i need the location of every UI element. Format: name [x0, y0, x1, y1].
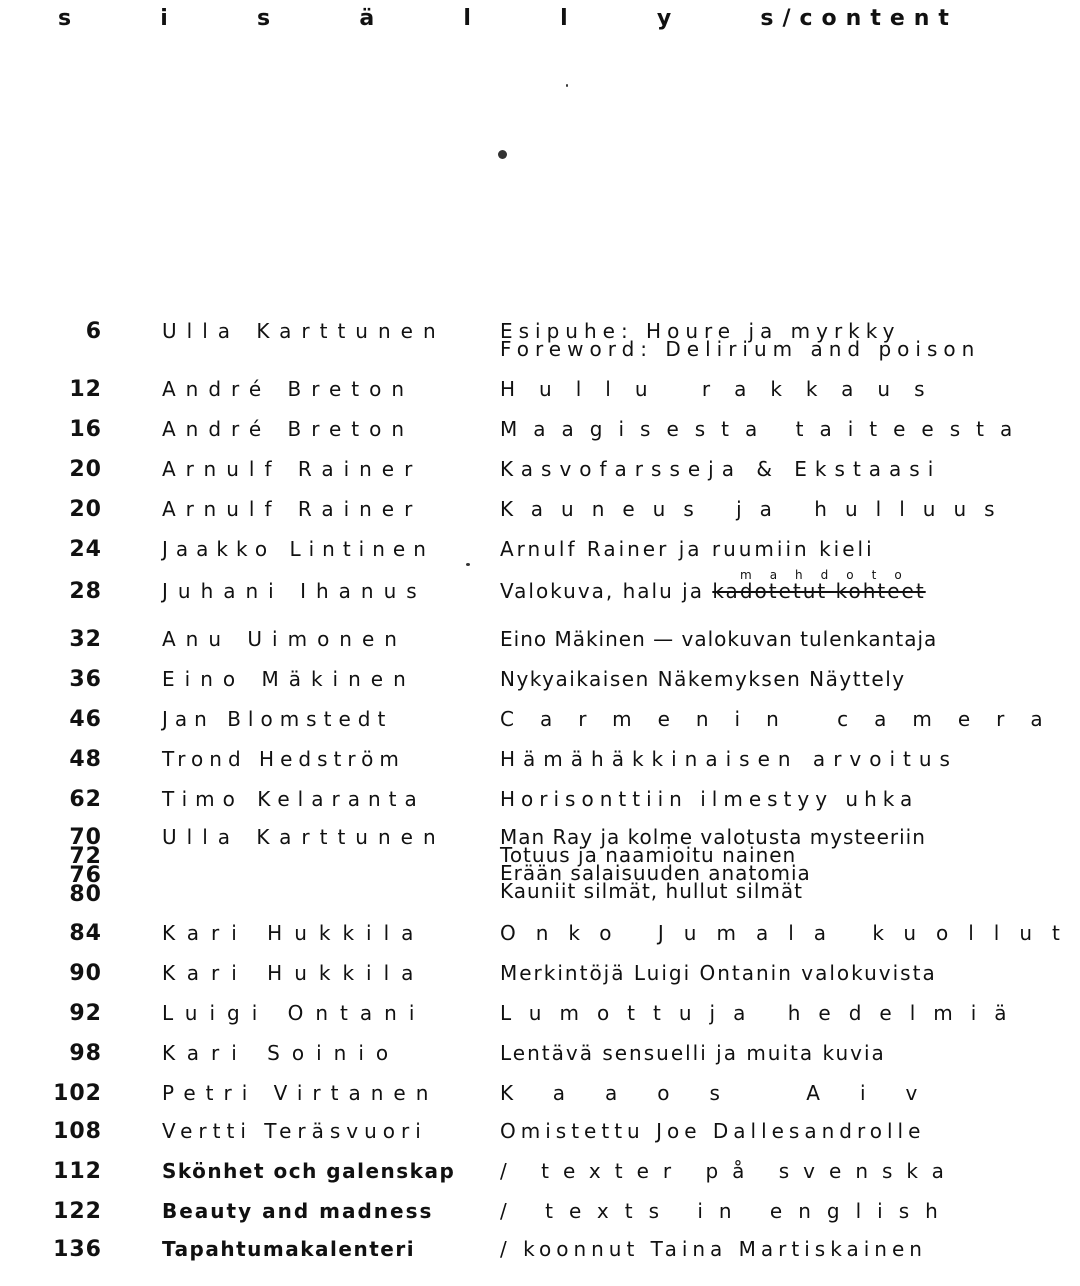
page-number-value: 102: [53, 1081, 102, 1106]
entry-author: Trond Hedström: [162, 747, 405, 771]
toc-entry: [0, 417, 1029, 458]
entry-title: [500, 1199, 960, 1223]
page-number: [12, 1237, 102, 1262]
page-number-value: 84: [69, 921, 102, 946]
entry-title: [500, 457, 960, 481]
entry-title: [500, 707, 1069, 731]
entry-author: Jaakko Lintinen: [162, 537, 434, 561]
page-number-value: 92: [69, 1001, 102, 1026]
toc-entry: [0, 788, 960, 828]
entry-title-line: [500, 787, 960, 811]
entry-title: [500, 497, 1013, 521]
page-number: [12, 1001, 102, 1026]
entry-title-text: Esipuhe: Houre ja myrkky: [500, 319, 901, 343]
handwritten-correction: mahdoto: [740, 568, 920, 582]
entry-title: [500, 319, 981, 361]
entry-title-line: [500, 1081, 960, 1105]
entry-title-text: Carmenin camera: [500, 707, 1069, 731]
toc-entry: [0, 962, 960, 1002]
page-number: [12, 667, 102, 692]
header-letter: ä: [359, 6, 375, 31]
entry-title-text: Kasvofarsseja & Ekstaasi: [500, 457, 942, 481]
entry-author: Juhani Ihanus: [162, 579, 427, 603]
toc-entry: [0, 825, 960, 907]
entry-author: Kari Hukkila: [162, 921, 426, 945]
entry-title-text: Lentävä sensuelli ja muita kuvia: [500, 1041, 886, 1065]
ink-speck: [498, 150, 507, 159]
page-number: [12, 319, 102, 344]
page-number: [12, 1199, 102, 1224]
page-number: [12, 497, 102, 522]
entry-title-text: Eino Mäkinen — valokuvan tulenkantaja: [500, 627, 938, 651]
page-number-value: 80: [69, 882, 102, 907]
entry-title: [500, 787, 960, 811]
page-number-value: 98: [69, 1041, 102, 1066]
toc-entry: [0, 1001, 1025, 1042]
toc-entry: [0, 1082, 960, 1122]
entry-title-text: Man Ray ja kolme valotusta mysteeriin: [500, 825, 926, 849]
toc-entry: [0, 921, 1080, 962]
toc-entry: [0, 1238, 960, 1278]
entry-title: [500, 1001, 1025, 1025]
toc-entry: [0, 458, 960, 498]
entry-title-text: Erään salaisuuden anatomia: [500, 861, 811, 885]
entry-author: Arnulf Rainer: [162, 497, 423, 521]
entry-title-line: [500, 747, 960, 771]
page-number: [12, 747, 102, 772]
entry-title-text: / texts in english: [500, 1199, 954, 1223]
page-number-value: 90: [69, 961, 102, 986]
toc-entry: [0, 378, 960, 418]
entry-author: Arnulf Rainer: [162, 457, 423, 481]
page-number-value: 16: [69, 417, 102, 442]
header-letter: l: [560, 6, 568, 31]
entry-title-line: [500, 377, 960, 401]
toc-entry: [0, 1160, 960, 1200]
entry-title: [500, 1119, 960, 1143]
page-number-value: 20: [69, 457, 102, 482]
entry-author: Anu Uimonen: [162, 627, 407, 651]
page-number-value: 36: [69, 667, 102, 692]
entry-title-line: [500, 1001, 1025, 1025]
entry-title-text: Kauniit silmät, hullut silmät: [500, 879, 803, 903]
page-number-value: 112: [53, 1159, 102, 1184]
page-number: [12, 457, 102, 482]
header-letter: l: [463, 6, 471, 31]
ink-speck: [566, 84, 568, 87]
page-number: [12, 1119, 102, 1144]
entry-title: [500, 627, 960, 651]
entry-title-line: [500, 627, 960, 651]
entry-author: Luigi Ontani: [162, 1001, 427, 1025]
entry-author: Kari Hukkila: [162, 961, 426, 985]
entry-title: [500, 1041, 960, 1065]
entry-title-line: [500, 879, 960, 903]
page-number: [12, 579, 102, 604]
page-number: [12, 961, 102, 986]
page-number: [12, 1159, 102, 1184]
page-number: [12, 417, 102, 442]
page-number: [12, 377, 102, 402]
entry-author: Kari Soinio: [162, 1041, 401, 1065]
entry-title-line: [500, 961, 960, 985]
page-number-value: 62: [69, 787, 102, 812]
page-number: [12, 921, 102, 946]
page-number: [12, 1081, 102, 1106]
entry-title-text: Arnulf Rainer ja ruumiin kieli: [500, 537, 875, 561]
toc-entry: [0, 1120, 960, 1160]
page-number-value: 122: [53, 1199, 102, 1224]
page-number-value: 20: [69, 497, 102, 522]
entry-title-line: [500, 1199, 960, 1223]
entry-title: [500, 1237, 960, 1261]
entry-title-text: / koonnut Taina Martiskainen: [500, 1237, 927, 1261]
entry-title: [500, 667, 960, 691]
entry-title: [500, 537, 960, 561]
entry-author: Timo Kelaranta: [162, 787, 425, 811]
entry-title-text: Merkintöjä Luigi Ontanin valokuvista: [500, 961, 937, 985]
toc-entry: [0, 748, 960, 788]
entry-title: [500, 1159, 960, 1183]
page-number: [12, 787, 102, 812]
entry-author: Petri Virtanen: [162, 1081, 439, 1105]
page-number-value: 12: [69, 377, 102, 402]
page-number-value: 48: [69, 747, 102, 772]
entry-title-text: Hämähäkkinaisen arvoitus: [500, 747, 958, 771]
entry-author: Vertti Teräsvuori: [162, 1119, 427, 1143]
header-letter: s: [58, 6, 72, 31]
toc-entry: [0, 628, 960, 668]
entry-title-line: [500, 707, 1069, 731]
entry-title-line: [500, 497, 1013, 521]
toc-entry: [0, 668, 960, 708]
header-letter: i: [160, 6, 168, 31]
entry-author: Jan Blomstedt: [162, 707, 393, 731]
entry-title: [500, 961, 960, 985]
entry-author: Skönhet och galenskap: [162, 1159, 456, 1183]
entry-title-line: [500, 1159, 960, 1183]
entry-title-text: Kauneus ja hulluus: [500, 497, 1013, 521]
entry-title: [500, 579, 960, 603]
entry-title: [500, 921, 1080, 945]
entry-author: André Breton: [162, 417, 415, 441]
page-number-value: 46: [69, 707, 102, 732]
entry-author: Ulla Karttunen: [162, 825, 446, 849]
page-number: [12, 707, 102, 732]
page-number-value: 32: [69, 627, 102, 652]
page-number-value: 72: [69, 844, 102, 869]
entry-title-text: Onko Jumala kuollut: [500, 921, 1080, 945]
entry-title-text: Valokuva, halu ja: [500, 579, 713, 603]
toc-entry: [0, 319, 981, 361]
page-number-value: 136: [53, 1237, 102, 1262]
entry-title-line: [500, 921, 1080, 945]
toc-entry: [0, 1042, 960, 1082]
header-letter: y: [656, 6, 672, 31]
entry-title-line: [500, 1041, 960, 1065]
entry-title-line: [500, 457, 960, 481]
page-number-value: 108: [53, 1119, 102, 1144]
entry-title-line: [500, 337, 981, 361]
entry-title-text: Hullu rakkaus: [500, 377, 949, 401]
entry-title-text: Maagisesta taiteesta: [500, 417, 1029, 441]
entry-author: André Breton: [162, 377, 415, 401]
contents-header: [58, 6, 958, 31]
entry-title: [500, 825, 960, 903]
entry-author: Eino Mäkinen: [162, 667, 416, 691]
entry-title-line: [500, 1237, 960, 1261]
entry-title: [500, 747, 960, 771]
page-number: [12, 537, 102, 562]
page-number-value: 6: [85, 319, 102, 344]
toc-entry: [0, 568, 960, 620]
toc-entry: [0, 707, 1069, 748]
entry-title: [500, 1081, 960, 1105]
header-letter: s/content: [760, 6, 958, 31]
entry-author: Ulla Karttunen: [162, 319, 446, 343]
header-letter: s: [257, 6, 271, 31]
entry-title-strikethrough: kadotetut kohteet: [712, 579, 926, 603]
page-number-value: 70: [69, 825, 102, 850]
toc-entry: [0, 1200, 960, 1240]
page-number-value: 28: [69, 579, 102, 604]
entry-title-line: [500, 667, 960, 691]
entry-title-text: Totuus ja naamioitu nainen: [500, 843, 797, 867]
entry-title-line: [500, 537, 960, 561]
entry-title-text: Foreword: Delirium and poison: [500, 337, 981, 361]
page-number-value: 24: [69, 537, 102, 562]
page-number: [12, 1041, 102, 1066]
entry-title: [500, 417, 1029, 441]
entry-title-line: [500, 417, 1029, 441]
page-number-value: 76: [69, 863, 102, 888]
entry-title-text: / texter på svenska: [500, 1159, 958, 1183]
entry-title-line: [500, 579, 960, 603]
entry-title-text: Nykyaikaisen Näkemyksen Näyttely: [500, 667, 906, 691]
entry-title-line: [500, 1119, 960, 1143]
entry-author: Tapahtumakalenteri: [162, 1237, 416, 1261]
entry-title-text: Lumottuja hedelmiä: [500, 1001, 1025, 1025]
page-number: [12, 627, 102, 652]
entry-author: Beauty and madness: [162, 1199, 434, 1223]
page-number: [12, 825, 102, 907]
entry-title-text: Omistettu Joe Dallesandrolle: [500, 1119, 926, 1143]
entry-title-text: Horisonttiin ilmestyy uhka: [500, 787, 919, 811]
toc-entry: [0, 497, 1013, 538]
entry-title: [500, 377, 960, 401]
entry-title-text: Kaaos Aiv: [500, 1081, 958, 1105]
